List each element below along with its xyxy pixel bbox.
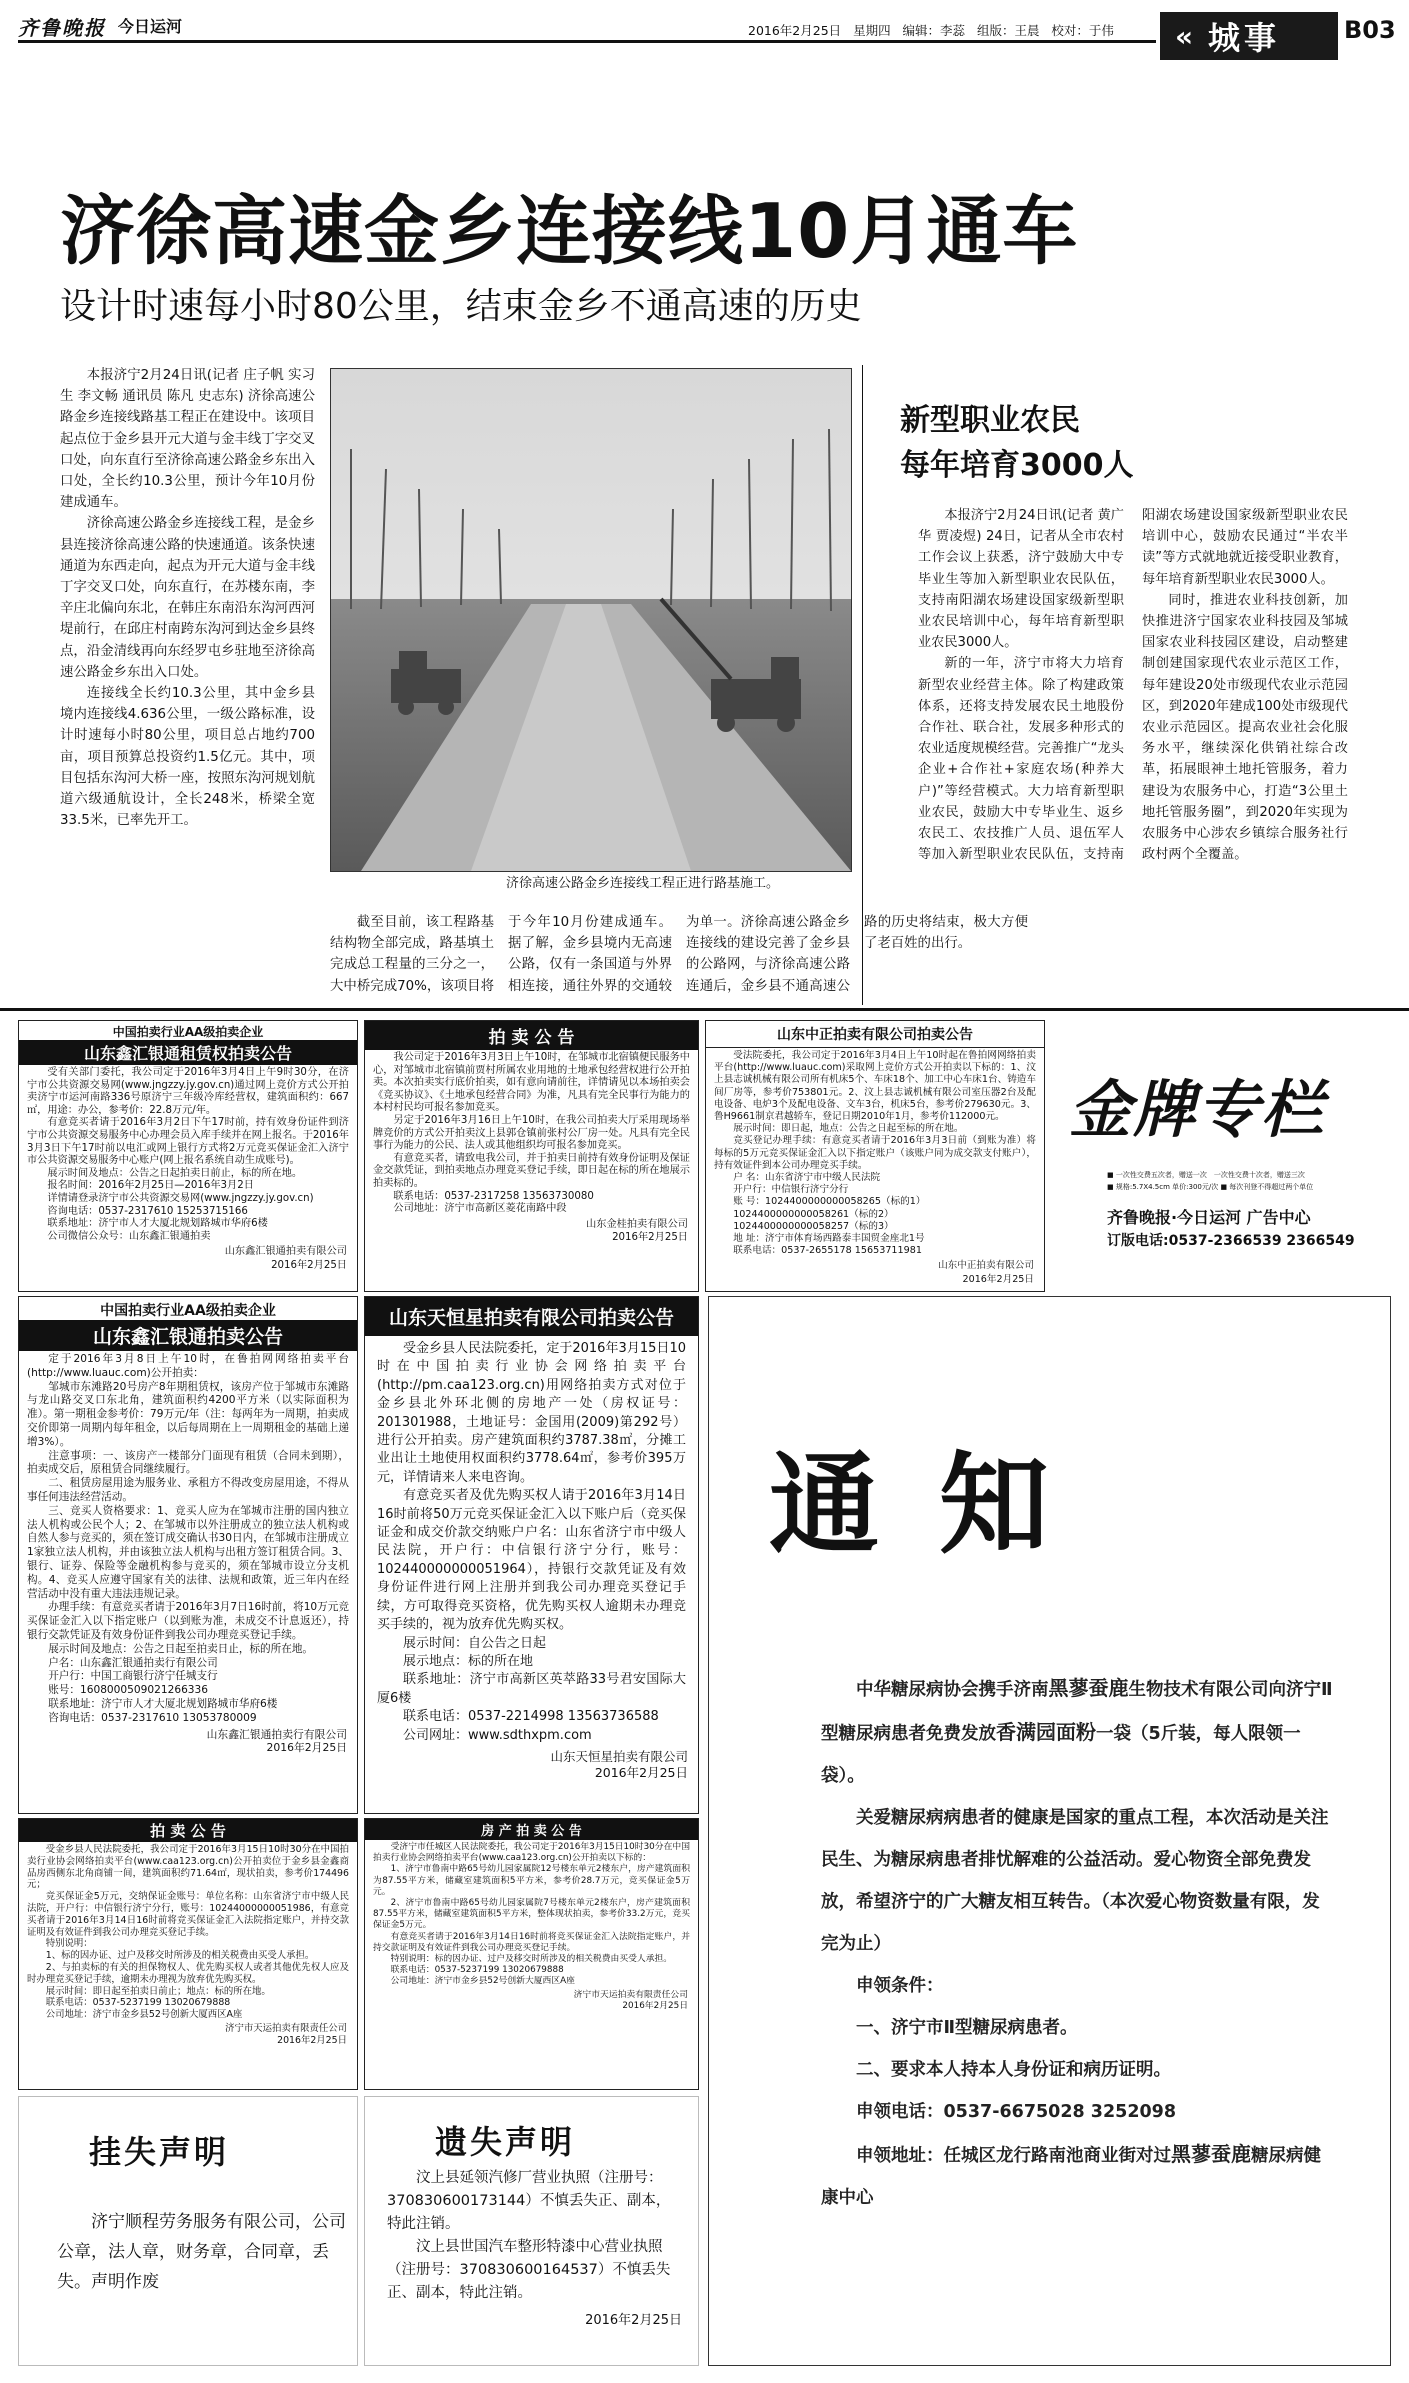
photo-caption: 济徐高速公路金乡连接线工程正进行路基施工。 [506,876,780,891]
ad-jingui-p2: 另定于2016年3月16日上午10时，在我公司拍卖大厅采用现场举牌竞价的方式公开拍卖汶上县郭仓镇前张村公厂房一处。凡具有完全民事行为能力的公民、法人或其他组织均可报名参加竞买。 [373,1114,690,1152]
ad-xinhui-p12: 咨询电话：0537-2317610 13053780009 [48,1711,257,1724]
ad-zhongzheng-p8: 1024400000000058257（标的3） [733,1220,894,1232]
ad-zhongzheng-p7: 1024400000000058261（标的2） [733,1208,894,1220]
ad-tianyun-shop-title: 拍 卖 公 告 [19,1819,357,1842]
ad-xinhui-body [19,1351,357,1728]
ad-tianyun-house-p2: 1、济宁市鲁南中路65号幼儿园家属院12号楼东单元2楼东户，房产建筑面积为87.55平方米，储藏室建筑面积5平方米，参考价28.7万元，竞买保证金5万元。 [373,1864,690,1897]
ad-xinhui-p7: 展示时间及地点：公告之日起至拍卖日止，标的所在地。 [48,1642,314,1655]
side-article-body [918,505,1348,1005]
ad-zhongzheng-p3: 竞买登记办理手续：有意竞买者请于2016年3月3日前（到账为准）将每标的5万元竞买保证金汇入以下指定账户（该账户同为成交款支付账户），持有效证件到本公司办理竞买手续。 [714,1135,1036,1171]
notice-p1-c: 生物技术有限公司向济宁Ⅱ型糖尿病患者免费发放 [821,1680,1333,1744]
ad-zhongzheng-p9: 地 址：济宁市体育场西路泰丰国贸金座北1号 [733,1233,925,1245]
ad-tianyun-house-company: 济宁市天运拍卖有限责任公司 [573,1989,688,2000]
notice-phone: 申领电话：0537-6675028 3252098 [856,2102,1177,2122]
notice-cond-2: 二、要求本人持本人身份证和病历证明。 [856,2060,1171,2080]
ad-zhongzheng-p2: 展示时间：即日起，地点：公告之日起至标的所在地。 [733,1123,964,1135]
ad-zhongzheng-company: 山东中正拍卖有限公司 [938,1260,1034,1272]
notice-cond-1: 一、济宁市Ⅱ型糖尿病患者。 [856,2018,1078,2038]
ad-tianhengxing-p7: 公司网址：www.sdthxpm.com [403,1727,592,1743]
ad-zhongzheng-p1: 受法院委托，我公司定于2016年3月4日上午10时起在鲁拍网网络拍卖平台(http://www.luauc.com)采取网上竞价方式公开拍卖以下标的：1、汶上县志诚机械有限公司所有机床5个、车床18个、加工中心车床1台、铸造车间厂房等，参考价753801元。2、汶上县志诚机械有限公司室压器2台及配电设备、电炉3个及配电设备、文车3台，机床5台，参考价279630元。3、鲁H9661制京君越轿车，登记日期2010年1月，参考价112000元。 [714,1050,1036,1123]
golden-column-phone: 订版电话:0537-2366539 2366549 [1107,1233,1355,1249]
ad-tianyun-house-body [365,1840,698,1990]
section-name: 城事 [1208,19,1281,57]
notice-p1-e: 一袋（5斤装，每人限领一袋）。 [821,1724,1301,1786]
ad-lease-p7: 联系地址：济宁市人才大厦北规划路城市华府6楼 [47,1218,268,1230]
header-weekday: 星期四 [853,23,891,38]
golden-column-org: 齐鲁晚报·今日运河 广告中心 [1107,1208,1311,1227]
ad-lease-p3: 展示时间及地点：公告之日起拍卖日前止，标的所在地。 [47,1167,303,1179]
ad-xinhui-p6: 办理手续：有意竞买者请于2016年3月7日16时前，将10万元竞买保证金汇入以下指定账户（以到账为准，未成交不计息返还），持银行交款凭证及有效身份证件到我公司办理竞买登记手续。 [27,1601,349,1641]
notice-paragraph-2: 关爱糖尿病病患者的健康是国家的重点工程，本次活动是关注民生、为糖尿病患者排忧解难的公益活动。爱心物资全部免费发放，希望济宁的广大糖友相互转告。（本次爱心物资数量有限，发完为止） [821,1808,1329,1954]
ads-top-rule [0,1008,1409,1011]
notice-addr-c: 糖尿病健康中心 [821,2146,1321,2208]
side-paragraph-2: 新的一年，济宁市将大力培育新型农业经营主体。除了构建政策体系，还将支持发展农民土地股份合作社、联合社，发展多种形式的农业适度规模经营。完善推广“龙头企业+合作社+家庭农场(种养大户)”等经营模式。大力培育新型职业农民，鼓励大中专毕业生、返乡农民工、农技推广人员、退伍军人等加入新型职业农民队伍，支持南阳湖农场建设国家级新型职业农民培训中心，鼓励农民通过“半农半读”等方式就地就近接受职业教育，每年培育新型职业农民3000人。 [918,508,1348,863]
ad-xinhui-p2: 邹城市东滩路20号房产8年期租赁权，该房产位于邹城市东滩路与龙山路交叉口东北角，建筑面积约4200平方米（以实际面积为准）。第一期租金参考价：79万元/年（注：每两年为一周期，拍卖成交价即第一周期内每年租金，以后每周期在上一周期租金的基础上递增3%）。 [27,1380,349,1448]
masthead-edition: 今日运河 [118,17,183,36]
ad-tianyun-house-p7: 公司地址：济宁市金乡县52号创新大厦西区A座 [390,1976,575,1987]
main-byline: 本报济宁2月24日讯(记者 庄子帆 实习生 李文畅 通讯员 陈凡 史志东) [60,368,315,405]
ad-jingui-p5: 公司地址：济宁市高新区菱花南路中段 [393,1203,567,1215]
ad-zhongzheng-p4: 户 名：山东省济宁市中级人民法院 [733,1172,881,1184]
ad-tianyun-house-p6: 联系电话：0537-5237199 13020679888 [390,1965,564,1976]
article-column-divider [862,365,863,1005]
ad-tianhengxing-title: 山东天恒星拍卖有限公司拍卖公告 [365,1297,698,1336]
ad-xinhui-p5: 三、竞买人资格要求：1、竞买人应为在邹城市注册的国内独立法人机构或公民个人；2、在邹城市以外注册成立的独立法人机构或自然人参与竞买的，须在签订成交确认书30日内，在邹城市注册成立1家独立法人机构，并由该独立法人机构与出租方签订租赁合同。3、银行、证券、保险等金融机构参与竞买的，须在邹城市设立分支机构。4、竞买人应遵守国家有关的法律、法规和政策，近三年内在经营活动中没有重大违法违规记录。 [27,1504,349,1600]
golden-column-logo: 金牌专栏 [1069,1073,1326,1146]
ad-xinhui-p1: 定于2016年3月8日上午10时，在鲁拍网网络拍卖平台(http://www.luauc.com)公开拍卖： [27,1353,349,1379]
main-subheadline: 设计时速每小时80公里，结束金乡不通高速的历史 [60,286,862,327]
ad-tianhengxing-p3: 展示时间：自公告之日起 [403,1635,547,1651]
ad-xinhui-company: 山东鑫汇银通拍卖行有限公司 [206,1727,347,1741]
ad-zhongzheng-body [706,1048,1044,1259]
section-badge [1160,12,1338,60]
construction-photo [330,368,852,872]
notice-p1-a: 中华糖尿病协会携手济南 [856,1680,1049,1700]
ad-xinhui-title: 山东鑫汇银通拍卖公告 [19,1320,357,1351]
ad-xinhui-p4: 二、租赁房屋用途为服务业、承租方不得改变房屋用途，不得从事任何违法经营活动。 [27,1477,349,1503]
ad-zhongzheng [705,1020,1045,1292]
ad-xinhui-p10: 账号：1608000509021266336 [48,1684,209,1697]
ad-tianyun-shop-date: 2016年2月25日 [277,2034,347,2046]
main-article-col1 [60,365,315,1005]
header-editor: 编辑：李蕊 [902,23,966,38]
ad-tianyun-shop-p3: 特别说明： [45,1938,93,1950]
main-paragraph-2: 连接线全长约10.3公里，其中金乡县境内连接线4.636公里，一级公路标准，设计时速每小时80公里，项目总占地约700亩，项目预算总投资约1.5亿元。其中，项目包括东沟河大桥一座，按照东沟河规划航道六级通航设计，全长248米，桥梁全宽33.5米，已率先开工。 [60,686,315,829]
notice-brand-1: 黑蓼蚕鹿 [1048,1676,1129,1700]
ad-tianyun-house-p4: 有意竞买者请于2016年3月14日16时前将竞买保证金汇入法院指定账户，并持交款证明及有效证件到我公司办理竞买登记手续。 [373,1931,690,1953]
main-headline: 济徐高速金乡连接线10月通车 [60,187,1079,275]
ad-xinhui-p3: 注意事项：一、该房产一楼部分门面现有租赁（合同未到期），拍卖成交后，原租赁合同继续履行。 [27,1449,349,1476]
lost-license-date: 2016年2月25日 [585,2313,682,2328]
header-meta [748,21,1114,39]
side-headline-1: 新型职业农民 [900,403,1080,438]
masthead-logo: 齐鲁晚报 [18,16,106,40]
ad-zhongzheng-title: 山东中正拍卖有限公司拍卖公告 [706,1021,1044,1048]
lost-license-title: 遗失声明 [435,2123,576,2161]
side-paragraph-1: 24日，记者从全市农村工作会议上获悉，济宁鼓励大中专毕业生等加入新型职业农民队伍，支持南阳湖农场建设国家级新型职业农民培训中心，每年培育新型职业农民3000人。 [918,529,1124,651]
ad-lease-auction [18,1020,358,1292]
ad-tianhengxing [364,1296,699,1814]
ad-tianyun-shop-body [19,1842,357,2023]
notice-address [821,2133,1336,2219]
ad-tianyun-shop [18,1818,358,2090]
ad-auction-jingui [364,1020,699,1292]
ad-lease-date: 2016年2月25日 [271,1259,347,1271]
ad-tianyun-shop-p2: 竞买保证金5万元，交纳保证金账号：单位名称：山东省济宁市中级人民法院，开户行：中信银行济宁分行，账号：10244000000051986，有意竞买者请于2016年3月14日16时前将竞买保证金汇入法院指定账户，并持交款证明及有效证件到我公司办理竞买登记手续。 [27,1891,349,1938]
notice-cond-title: 申领条件： [856,1976,944,1996]
ad-tianyun-shop-p5: 2、与拍卖标的有关的担保物权人、优先购买权人或者其他优先权人应及时办理竞买登记手续，逾期未办理视为放弃优先购买权。 [27,1961,349,1985]
ad-lease-p4: 报名时间：2016年2月25日—2016年3月2日 [47,1180,254,1192]
ad-tianhengxing-p2: 有意竞买者及优先购买权人请于2016年3月14日16时前将50万元竞买保证金汇入以下账户后（竞买保证金和成交价款交纳账户户名：山东省济宁市中级人民法院，开户行：中信银行济宁分行，账号：102440000000051964），持银行交款凭证及有效身份证件进行网上注册并到我公司办理竞买登记手续，方可取得竞买资格，优先购买权人逾期未办理竞买手续的，视为放弃优先购买权。 [377,1488,686,1633]
side-paragraph-3: 同时，推进农业科技创新，加快推进济宁国家农业科技园及邹城国家农业科技园区建设，启动整建制创建国家现代农业示范区工作，每年建设20处市级现代农业示范园区，到2020年建成100处市级现代农业示范园区。提高农业社会化服务水平，继续深化供销社综合改革，拓展眼神土地托管服务，着力建设为农服务中心，打造“3公里土地托管服务圈”，到2020年实现为农服务中心涉农乡镇综合服务社行政村两个全覆盖。 [1142,592,1348,863]
lost-statement-body: 济宁顺程劳务服务有限公司，公司公章，法人章，财务章，合同章，丢失。声明作废 [57,2212,346,2292]
ad-tianhengxing-p5: 联系地址：济宁市高新区英萃路33号君安国际大厦6楼 [377,1672,686,1706]
main-lead: 济徐高速公路金乡连接线路基工程正在建设中。该项目起点位于金乡县开元大道与金丰线丁字交叉口处，向东直行至济徐高速公路金乡东出入口处，全长约10.3公里，预计今年10月份建成通车。 [60,389,316,511]
notice-brand-2: 黑蓼蚕鹿 [1171,2142,1251,2166]
photo-illustration [331,369,851,871]
page-number: B03 [1344,16,1396,44]
ad-xinhui-p9: 开户行：中国工商银行济宁任城支行 [48,1670,218,1683]
lost-license-body [387,2167,682,2332]
main-paragraph-1: 济徐高速公路金乡连接线工程，是金乡县连接济徐高速公路的快速通道。该条快速通道为东西走向，起点为开元大道与金丰线丁字交叉口处，向东直行，在苏楼东南，李辛庄北偏向东北，在韩庄东南沿东沟河西河堤前行，在邱庄村南跨东沟河到达金乡县终点，沿金清线再向东经罗屯乡驻地至济徐高速公路金乡东出入口处。 [60,516,315,680]
ad-jingui-title: 拍 卖 公 告 [365,1021,698,1050]
main-article-bottom [330,912,1028,1008]
ad-tianyun-house-title: 房 产 拍 卖 公 告 [365,1819,698,1840]
ad-jingui-date: 2016年2月25日 [612,1232,688,1244]
main-paragraph-3: 截至目前，该工程路基结构物全部完成，路基填土完成总工程量的三分之一，大中桥完成70%，该项目将于今年10月份建成通车。据了解，金乡县境内无高速公路，仅有一条国道与外界相连接，通往外界的交通较为单一。济徐高速公路金乡连接线的建设完善了金乡县的公路网，与济徐高速公路连通后，金乡县不通高速公路的历史将结束，极大方便了老百姓的出行。 [330,915,1028,994]
ad-xinhui-auction [18,1296,358,1814]
notice-title: 通知 [769,1440,1109,1569]
golden-column-ad [1051,1020,1391,1256]
ad-tianyun-house-p1: 受济宁市任城区人民法院委托，我公司定于2016年3月15日10时30分在中国拍卖行业协会网络拍卖平台(www.caa123.org.cn)公开拍卖以下标的： [373,1842,690,1864]
ad-xinhui-p11: 联系地址：济宁市人才大厦北规划路城市华府6楼 [48,1697,278,1710]
lost-license-item-1: 汶上县延领汽修厂营业执照（注册号：370830600173144）不慎丢失正、副本，特此注销。 [387,2170,671,2232]
ad-tianyun-house-date: 2016年2月25日 [622,2000,688,2011]
notice-paragraph-1 [821,1667,1336,1797]
side-byline: 本报济宁2月24日讯(记者 黄广华 贾凌煜) [918,508,1124,545]
header-proofreader: 校对：于伟 [1051,23,1114,38]
ad-tianyun-house [364,1818,699,2090]
ad-tianyun-shop-company: 济宁市天运拍卖有限责任公司 [225,2022,347,2034]
ad-tianyun-shop-p1: 受金乡县人民法院委托，我公司定于2016年3月15日10时30分在中国拍卖行业协会网络拍卖平台(www.caa123.org.cn)公开拍卖位于金乡县金鑫商品房西侧东北角商铺一间，建筑面积约71.64㎡，现状拍卖，参考价174496元； [27,1844,349,1891]
ad-lease-p6: 咨询电话：0537-2317610 15253715166 [47,1205,248,1217]
ad-zhongzheng-date: 2016年2月25日 [962,1274,1034,1286]
ad-tianhengxing-p4: 展示地点：标的所在地 [403,1653,534,1669]
ad-tianhengxing-p6: 联系电话：0537-2214998 13563736588 [403,1709,659,1725]
ad-lease-company: 山东鑫汇银通拍卖有限公司 [224,1246,347,1258]
ad-tianyun-shop-p7: 联系电话：0537-5237199 13020679888 [45,1997,231,2009]
ad-jingui-p1: 我公司定于2016年3月3日上午10时，在邹城市北宿镇便民服务中心，对邹城市北宿镇前贾村所属农业用地的土地承包经营权进行公开拍卖。本次拍卖实行底价拍卖，如有意向请前往，详情请见以本场拍卖会《竞买协议》、《土地承包经营合同》为准，凡具有完全民事行为能力的本村村民均可报名参加竞买。 [373,1052,690,1114]
ad-xinhui-top: 中国拍卖行业AA级拍卖企业 [100,1303,276,1319]
ad-tianyun-house-p3: 2、济宁市鲁南中路65号幼儿园家属院7号楼东单元2楼东户，房产建筑面积87.55平方米，储藏室建筑面积5平方米，整体现状拍卖，参考价33.2万元，竞买保证金5万元。 [373,1898,690,1931]
ad-lease-p5: 详情请登录济宁市公共资源交易网(www.jngzzy.jy.gov.cn) [47,1192,314,1204]
ad-lease-p1: 受有关部门委托，我公司定于2016年3月4日上午9时30分，在济宁市公共资源交易网(www.jngzzy.jy.gov.cn)通过网上竞价方式公开拍卖济宁市运河南路336号原济宁三年级冷库经营权，建筑面积约：667㎡，用途：办公，参考价：22.8万元/年。 [27,1067,349,1116]
header-date: 2016年2月25日 [748,23,842,38]
header-rule [18,40,1156,43]
lost-license-item-2: 汶上县世国汽车整形特漆中心营业执照（注册号：370830600164537）不慎丢失正、副本，特此注销。 [387,2239,671,2301]
ad-tianyun-shop-p8: 公司地址：济宁市金乡县52号创新大厦西区A座 [45,2009,243,2021]
notice-box [708,1296,1391,2366]
lost-license-box [364,2096,699,2366]
ad-xinhui-date: 2016年2月25日 [266,1741,347,1755]
ad-tianyun-house-p5: 特别说明：标的因办证、过户及移交时所涉及的相关税费由买受人承担。 [390,1954,673,1965]
ad-tianhengxing-company: 山东天恒星拍卖有限公司 [550,1748,688,1764]
ad-jingui-p4: 联系电话：0537-2317258 13563730080 [393,1190,594,1202]
notice-body [821,1667,1336,2219]
lost-statement-title: 挂失声明 [89,2133,230,2171]
ad-tianhengxing-date: 2016年2月25日 [594,1764,688,1780]
ad-zhongzheng-p5: 开户行：中信银行济宁分行 [733,1184,849,1196]
ad-tianhengxing-body [365,1336,698,1749]
ad-lease-p2: 有意竞买者请于2016年3月2日下午17时前，持有效身份证件到济宁市公共资源交易服务中心办理会员入库手续并在网上报名。于2016年3月3日下午17时前以电汇或网上银行方式将2万元竞买保证金汇入济宁市公共资源交易服务中心账户(网上报名系统自动生成账号)。 [27,1117,349,1167]
ad-lease-title: 山东鑫汇银通租赁权拍卖公告 [19,1040,357,1065]
section-chevron-icon: « [1174,19,1194,53]
ad-tianhengxing-p1: 受金乡县人民法院委托，定于2016年3月15日10时在中国拍卖行业协会网络拍卖平台(http://pm.caa123.org.cn)用网络拍卖方式对位于金乡县北外环北侧的房地产一处（房权证号：201301988，土地证号：金国用(2009)第292号）进行公开拍卖。房产建筑面积约3787.38㎡，分摊工业出让土地使用权面积约3778.64㎡，参考价395万元，详情请来人来电咨询。 [377,1341,686,1485]
ad-jingui-body [365,1050,698,1218]
ad-jingui-p3: 有意竞买者，请致电我公司，并于拍卖日前持有效身份证明及保证金交款凭证，到拍卖地点办理竞买登记手续，即日起在标的所在地展示拍卖标的。 [373,1152,690,1189]
ad-xinhui-p8: 户名：山东鑫汇银通拍卖行有限公司 [48,1656,218,1669]
main-article-col2 [60,920,315,1008]
ad-jingui-company: 山东金桂拍卖有限公司 [586,1218,688,1230]
ad-zhongzheng-p10: 联系电话：0537-2655178 15653711981 [733,1245,922,1257]
side-headline-2: 每年培育3000人 [900,448,1134,483]
ad-lease-body [19,1065,357,1245]
golden-column-note2: ■ 规格:5.7X4.5cm 单价:300元/次 ■ 每次刊登不得超过两个单位 [1107,1183,1314,1191]
ad-lease-top: 中国拍卖行业AA级拍卖企业 [112,1025,264,1039]
ad-tianyun-shop-p4: 1、标的因办证、过户及移交时所涉及的相关税费由买受人承担。 [45,1950,315,1962]
ad-tianyun-shop-p6: 展示时间：即日起至拍卖日前止；地点：标的所在地。 [45,1985,271,1997]
golden-column-note: ■ 一次性交费五次者，赠送一次 一次性交费十次者，赠送三次 [1107,1171,1305,1179]
notice-addr-a: 申领地址：任城区龙行路南池商业街对过 [856,2146,1171,2166]
notice-product: 香满园面粉 [996,1720,1096,1744]
lost-statement-box [18,2096,358,2366]
ad-lease-p8: 公司微信公众号：山东鑫汇银通拍卖 [47,1230,211,1242]
ad-zhongzheng-p6: 账 号：1024400000000058265（标的1） [733,1196,926,1208]
header-layout-editor: 组版：王晨 [976,23,1040,38]
